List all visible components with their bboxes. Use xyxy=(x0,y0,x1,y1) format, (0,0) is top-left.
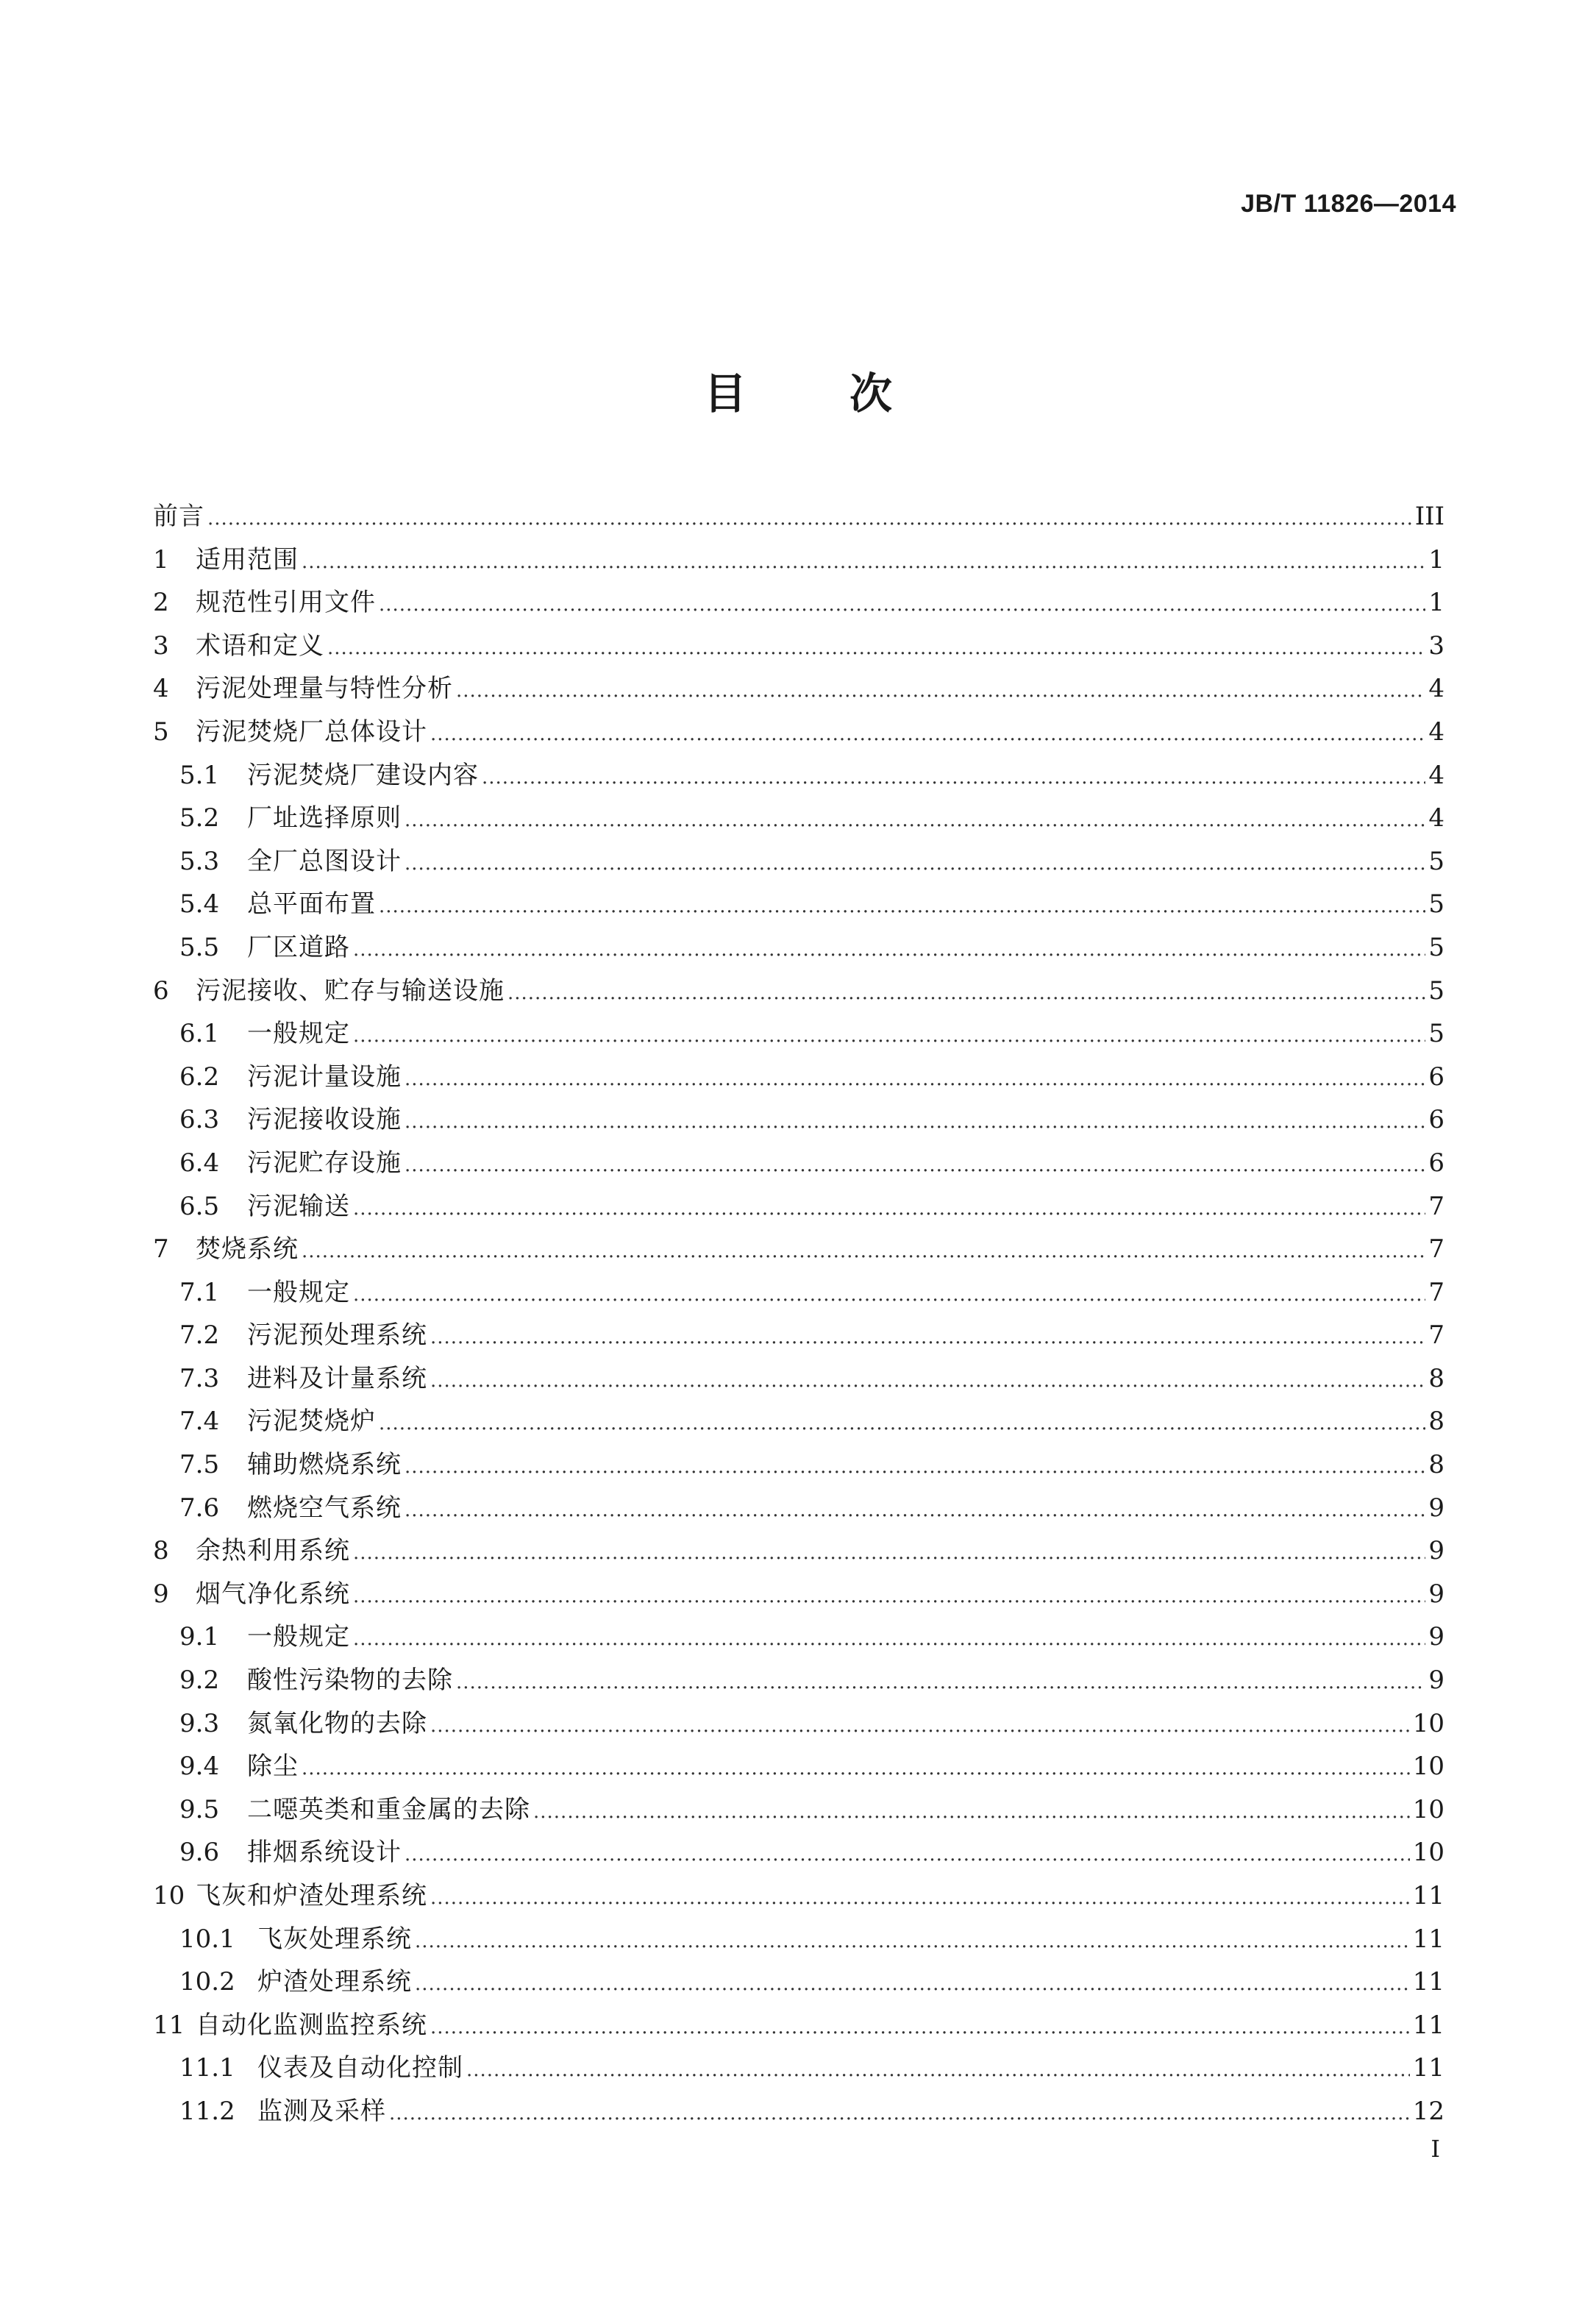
toc-entry[interactable] xyxy=(153,496,1444,539)
toc-entry-number: 7.3 xyxy=(179,1363,220,1393)
toc-entry-label: 监测及采样 xyxy=(257,2096,386,2126)
toc-entry[interactable] xyxy=(153,582,1444,625)
toc-title xyxy=(0,359,1596,421)
toc-entry[interactable] xyxy=(153,755,1444,798)
toc-entry-page: 5 xyxy=(1428,975,1444,1006)
toc-entry-label: 前言 xyxy=(153,502,204,531)
toc-dot-leader xyxy=(302,1234,1425,1264)
toc-entry-label: 总平面布置 xyxy=(247,889,376,920)
toc-entry[interactable] xyxy=(153,539,1444,583)
toc-entry[interactable] xyxy=(153,1875,1444,1919)
toc-entry-page: 6 xyxy=(1428,1062,1444,1092)
toc-entry-page: 11 xyxy=(1412,1967,1444,1997)
toc-entry-page: 4 xyxy=(1428,717,1444,747)
toc-entry[interactable] xyxy=(153,1703,1444,1746)
toc-entry[interactable] xyxy=(153,1099,1444,1142)
toc-dot-leader xyxy=(456,1665,1425,1695)
toc-entry[interactable] xyxy=(153,1358,1444,1401)
toc-entry-label: 污泥接收设施 xyxy=(247,1105,402,1135)
toc-entry-number: 7 xyxy=(153,1234,169,1265)
toc-dot-leader xyxy=(405,1148,1425,1178)
toc-entry-label: 厂址选择原则 xyxy=(247,803,402,833)
toc-entry-page: 7 xyxy=(1428,1320,1444,1351)
toc-entry-number: 3 xyxy=(153,630,169,661)
toc-entry-label: 污泥贮存设施 xyxy=(247,1148,402,1178)
toc-dot-leader xyxy=(302,1752,1410,1781)
toc-entry[interactable] xyxy=(153,1919,1444,1962)
toc-entry-number: 5 xyxy=(153,717,169,747)
toc-entry-page: 7 xyxy=(1428,1277,1444,1307)
toc-entry[interactable] xyxy=(153,1444,1444,1487)
toc-entry-number: 9.3 xyxy=(179,1708,220,1738)
toc-entry-number: 11.2 xyxy=(179,2096,235,2126)
toc-entry-page: 12 xyxy=(1412,2096,1444,2126)
toc-dot-leader xyxy=(430,2011,1410,2040)
toc-entry-label: 飞灰和炉渣处理系统 xyxy=(196,1881,427,1910)
toc-entry-number: 6.5 xyxy=(179,1191,220,1221)
toc-entry-page: 7 xyxy=(1428,1191,1444,1221)
toc-entry-label: 燃烧空气系统 xyxy=(247,1493,402,1523)
toc-dot-leader xyxy=(353,1536,1425,1565)
toc-dot-leader xyxy=(405,847,1425,876)
toc-dot-leader xyxy=(405,1493,1425,1523)
toc-entry-label: 污泥计量设施 xyxy=(247,1062,402,1092)
toc-entry-label: 烟气净化系统 xyxy=(196,1579,350,1609)
toc-dot-leader xyxy=(415,1924,1410,1954)
standard-code: JB/T 11826—2014 xyxy=(1241,190,1456,218)
toc-entry-label: 氮氧化物的去除 xyxy=(247,1708,427,1738)
toc-entry[interactable] xyxy=(153,1660,1444,1703)
toc-entry-number: 10.1 xyxy=(179,1924,235,1954)
toc-entry-page: 10 xyxy=(1412,1794,1444,1824)
toc-entry-number: 4 xyxy=(153,674,169,704)
toc-entry-page: 1 xyxy=(1428,588,1444,618)
toc-entry-number: 6 xyxy=(153,975,169,1006)
toc-entry-number: 7.2 xyxy=(179,1320,220,1351)
toc-entry-label: 除尘 xyxy=(247,1752,299,1782)
toc-entry-label: 炉渣处理系统 xyxy=(257,1967,412,1997)
toc-entry-number: 11 xyxy=(153,2010,185,2040)
toc-entry-number: 2 xyxy=(153,588,169,618)
toc-entry-number: 9.1 xyxy=(179,1622,220,1652)
toc-entry[interactable] xyxy=(153,1616,1444,1660)
toc-entry-label: 厂区道路 xyxy=(247,932,350,962)
table-of-contents xyxy=(153,496,1444,2134)
toc-entry[interactable] xyxy=(153,1272,1444,1315)
toc-entry-number: 5.5 xyxy=(179,932,220,962)
toc-entry-number: 5.2 xyxy=(179,803,220,833)
toc-entry-number: 7.5 xyxy=(179,1450,220,1480)
toc-entry-label: 污泥焚烧炉 xyxy=(247,1407,376,1437)
toc-dot-leader xyxy=(405,1838,1410,1867)
toc-entry-page: 9 xyxy=(1428,1579,1444,1609)
toc-entry-page: 6 xyxy=(1428,1105,1444,1135)
toc-entry-number: 5.1 xyxy=(179,760,220,790)
toc-dot-leader xyxy=(379,889,1425,919)
toc-dot-leader xyxy=(353,1192,1425,1221)
toc-entry-number: 5.4 xyxy=(179,889,220,920)
toc-entry-page: 11 xyxy=(1412,2010,1444,2040)
toc-entry-label: 污泥输送 xyxy=(247,1191,350,1221)
toc-dot-leader xyxy=(353,1019,1425,1048)
toc-entry[interactable] xyxy=(153,1142,1444,1186)
toc-entry-label: 焚烧系统 xyxy=(196,1234,299,1265)
toc-dot-leader xyxy=(389,2097,1410,2126)
toc-entry[interactable] xyxy=(153,668,1444,711)
toc-title-char-1: 目 xyxy=(703,369,747,419)
toc-entry-label: 排烟系统设计 xyxy=(247,1838,402,1868)
toc-dot-leader xyxy=(405,1450,1425,1479)
toc-dot-leader xyxy=(456,674,1425,703)
toc-entry-number: 9 xyxy=(153,1579,169,1609)
toc-entry-number: 9.2 xyxy=(179,1665,220,1696)
toc-entry[interactable] xyxy=(153,1487,1444,1531)
toc-entry-label: 污泥预处理系统 xyxy=(247,1320,427,1351)
toc-entry-number: 6.1 xyxy=(179,1019,220,1049)
toc-entry[interactable] xyxy=(153,927,1444,970)
toc-entry-number: 6.4 xyxy=(179,1148,220,1178)
toc-entry[interactable] xyxy=(153,625,1444,669)
toc-entry-page: 9 xyxy=(1428,1622,1444,1652)
toc-title-char-2: 次 xyxy=(849,369,893,419)
toc-entry-page: 7 xyxy=(1428,1234,1444,1265)
toc-entry-number: 8 xyxy=(153,1536,169,1566)
toc-dot-leader xyxy=(482,761,1425,790)
toc-dot-leader xyxy=(327,631,1425,661)
toc-entry-label: 进料及计量系统 xyxy=(247,1363,427,1393)
toc-entry-label: 污泥焚烧厂总体设计 xyxy=(196,717,427,747)
toc-entry[interactable] xyxy=(153,2047,1444,2091)
toc-dot-leader xyxy=(405,803,1425,833)
toc-entry-number: 6.3 xyxy=(179,1105,220,1135)
toc-dot-leader xyxy=(533,1795,1410,1824)
toc-entry-label: 飞灰处理系统 xyxy=(257,1924,412,1954)
toc-entry-label: 规范性引用文件 xyxy=(196,588,376,618)
toc-dot-leader xyxy=(430,1709,1410,1738)
toc-entry-page: 8 xyxy=(1428,1407,1444,1437)
toc-entry-number: 7.1 xyxy=(179,1277,220,1307)
toc-entry-page: 11 xyxy=(1412,1924,1444,1954)
toc-entry-page: 4 xyxy=(1428,803,1444,833)
toc-entry-page: III xyxy=(1414,502,1444,531)
toc-entry-label: 污泥焚烧厂建设内容 xyxy=(247,760,479,790)
toc-entry[interactable] xyxy=(153,1013,1444,1056)
toc-entry-page: 11 xyxy=(1412,2053,1444,2083)
toc-entry-label: 适用范围 xyxy=(196,544,299,575)
toc-entry-label: 全厂总图设计 xyxy=(247,846,402,876)
toc-entry[interactable] xyxy=(153,797,1444,841)
toc-entry-number: 10 xyxy=(153,1881,185,1910)
toc-entry-label: 二噁英类和重金属的去除 xyxy=(247,1794,530,1824)
toc-entry-page: 10 xyxy=(1412,1708,1444,1738)
toc-entry[interactable] xyxy=(153,2091,1444,2134)
toc-dot-leader xyxy=(379,588,1425,617)
toc-entry[interactable] xyxy=(153,1530,1444,1574)
page-number: I xyxy=(1431,2135,1440,2163)
toc-entry-page: 6 xyxy=(1428,1148,1444,1178)
toc-entry-number: 1 xyxy=(153,544,169,575)
toc-entry[interactable] xyxy=(153,970,1444,1014)
toc-entry-label: 仪表及自动化控制 xyxy=(257,2053,463,2083)
toc-entry[interactable] xyxy=(153,1746,1444,1789)
toc-entry-label: 自动化监测监控系统 xyxy=(196,2010,427,2040)
toc-dot-leader xyxy=(405,1105,1425,1134)
toc-entry-number: 10.2 xyxy=(179,1967,235,1997)
toc-entry[interactable] xyxy=(153,884,1444,927)
toc-entry[interactable] xyxy=(153,1401,1444,1444)
toc-dot-leader xyxy=(302,545,1425,575)
toc-entry[interactable] xyxy=(153,1315,1444,1358)
toc-entry-number: 6.2 xyxy=(179,1062,220,1092)
toc-dot-leader xyxy=(353,1622,1425,1652)
toc-entry-label: 污泥接收、贮存与输送设施 xyxy=(196,975,505,1006)
toc-dot-leader xyxy=(353,1278,1425,1307)
toc-dot-leader xyxy=(430,717,1425,747)
toc-entry-label: 污泥处理量与特性分析 xyxy=(196,674,453,704)
toc-entry-page: 5 xyxy=(1428,1019,1444,1049)
toc-entry[interactable] xyxy=(153,1574,1444,1617)
toc-dot-leader xyxy=(430,1364,1425,1393)
toc-entry-page: 1 xyxy=(1428,544,1444,575)
toc-entry-page: 9 xyxy=(1428,1536,1444,1566)
toc-entry[interactable] xyxy=(153,1186,1444,1229)
toc-entry-label: 术语和定义 xyxy=(196,630,324,661)
toc-dot-leader xyxy=(415,1967,1410,1997)
toc-entry-page: 5 xyxy=(1428,889,1444,920)
toc-dot-leader xyxy=(379,1407,1425,1436)
toc-entry-page: 10 xyxy=(1412,1752,1444,1782)
toc-entry-page: 8 xyxy=(1428,1450,1444,1480)
toc-entry[interactable] xyxy=(153,1832,1444,1875)
toc-entry-page: 8 xyxy=(1428,1363,1444,1393)
toc-dot-leader xyxy=(207,502,1412,531)
toc-entry-page: 4 xyxy=(1428,760,1444,790)
toc-dot-leader xyxy=(430,1320,1425,1350)
toc-dot-leader xyxy=(353,1579,1425,1609)
toc-entry-page: 3 xyxy=(1428,630,1444,661)
toc-entry[interactable] xyxy=(153,711,1444,755)
toc-entry-label: 酸性污染物的去除 xyxy=(247,1665,453,1696)
toc-dot-leader xyxy=(405,1062,1425,1092)
toc-entry-number: 7.6 xyxy=(179,1493,220,1523)
toc-entry-label: 一般规定 xyxy=(247,1019,350,1049)
toc-entry[interactable] xyxy=(153,1229,1444,1272)
toc-entry[interactable] xyxy=(153,1789,1444,1832)
toc-entry-number: 9.5 xyxy=(179,1794,220,1824)
toc-entry-page: 10 xyxy=(1412,1838,1444,1868)
toc-entry-label: 辅助燃烧系统 xyxy=(247,1450,402,1480)
toc-dot-leader xyxy=(430,1881,1410,1910)
toc-dot-leader xyxy=(466,2053,1410,2083)
toc-entry-page: 5 xyxy=(1428,932,1444,962)
toc-entry-number: 9.6 xyxy=(179,1838,220,1868)
toc-entry-number: 9.4 xyxy=(179,1752,220,1782)
toc-entry-page: 4 xyxy=(1428,674,1444,704)
toc-entry[interactable] xyxy=(153,2005,1444,2048)
toc-entry[interactable] xyxy=(153,1056,1444,1100)
toc-entry-page: 5 xyxy=(1428,846,1444,876)
toc-entry-page: 9 xyxy=(1428,1665,1444,1696)
toc-entry-label: 一般规定 xyxy=(247,1622,350,1652)
toc-entry-number: 7.4 xyxy=(179,1407,220,1437)
toc-entry-label: 一般规定 xyxy=(247,1277,350,1307)
toc-entry[interactable] xyxy=(153,841,1444,884)
toc-entry-number: 5.3 xyxy=(179,846,220,876)
toc-entry-page: 9 xyxy=(1428,1493,1444,1523)
toc-entry-label: 余热利用系统 xyxy=(196,1536,350,1566)
toc-entry-page: 11 xyxy=(1412,1881,1444,1910)
toc-entry[interactable] xyxy=(153,1961,1444,2005)
toc-dot-leader xyxy=(507,976,1425,1006)
toc-entry-number: 11.1 xyxy=(179,2053,235,2083)
toc-dot-leader xyxy=(353,933,1425,962)
